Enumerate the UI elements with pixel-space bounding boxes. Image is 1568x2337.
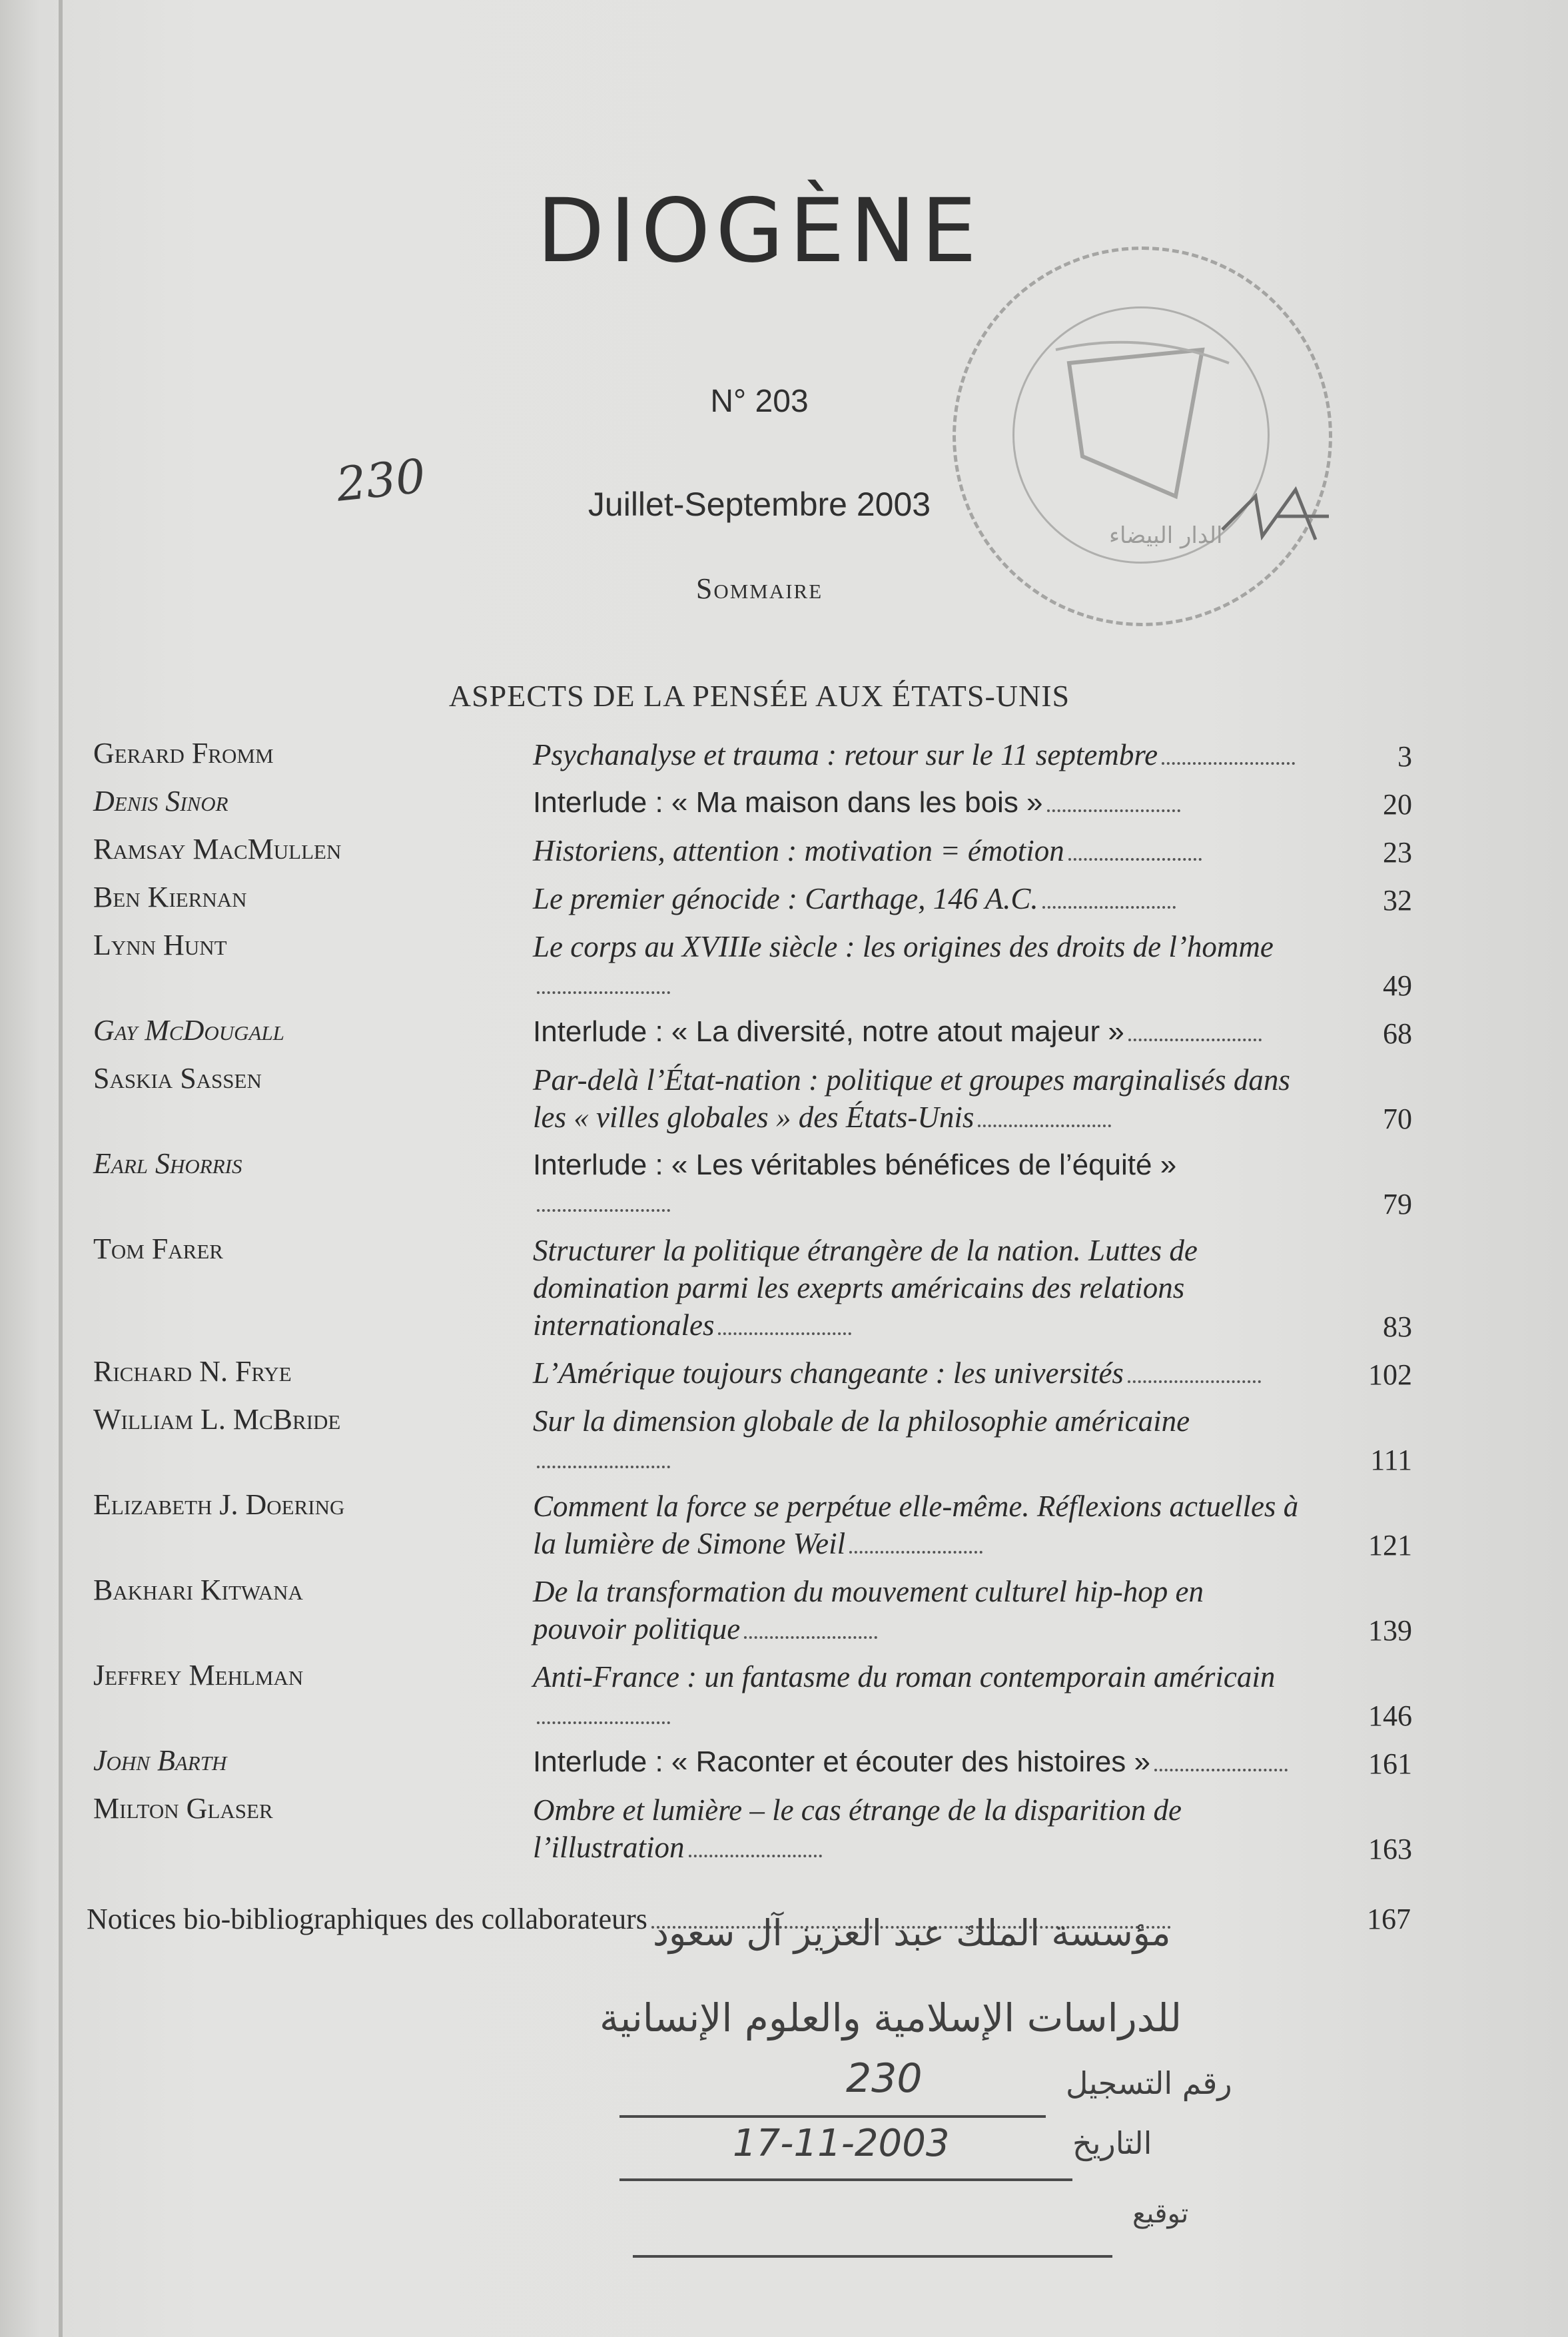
toc-article-title [533, 736, 1299, 773]
toc-page-number: 68 [1383, 1017, 1412, 1050]
issue-number: N° 203 [710, 384, 809, 419]
toc-entry [80, 832, 1412, 869]
toc-article-title [533, 1013, 1299, 1051]
date-value: 17-11-2003 [733, 2122, 950, 2165]
toc-author: Ramsay MacMullen [93, 833, 342, 865]
toc-article-text: Anti-France : un fantasme du roman contemporain américain [533, 1660, 1276, 1693]
toc-article-text: Structurer la politique étrangère de la nation. Luttes de domination parmi les exeprts américains des relations internationales [533, 1234, 1198, 1342]
dot-leader [537, 1202, 670, 1212]
toc-author: Saskia Sassen [93, 1062, 262, 1095]
toc-article-text: L’Amérique toujours changeante : les universités [533, 1356, 1124, 1390]
toc-article-text: Interlude : « Ma maison dans les bois » [533, 786, 1043, 819]
toc-article-title [533, 1743, 1299, 1781]
registration-underline [619, 2115, 1046, 2118]
toc-article-title [533, 1232, 1299, 1344]
toc-article-text: Interlude : « Les véritables bénéfices de l’équité » [533, 1149, 1177, 1181]
toc-article-title [533, 1061, 1299, 1136]
circular-stamp [953, 246, 1332, 626]
toc-entry [80, 1488, 1412, 1562]
toc-author: Lynn Hunt [93, 929, 227, 961]
toc-article-text: Le premier génocide : Carthage, 146 A.C. [533, 882, 1038, 915]
toc-article-title [533, 1147, 1299, 1221]
toc-page-number: 32 [1383, 884, 1412, 917]
toc-author: Bakhari Kitwana [93, 1574, 303, 1606]
toc-author: Elizabeth J. Doering [93, 1488, 345, 1521]
registration-label: رقم التسجيل [1066, 2065, 1232, 2101]
toc-article-text: Interlude : « La diversité, notre atout majeur » [533, 1015, 1124, 1048]
initials-scribble-icon [1216, 476, 1336, 556]
toc-page-number: 79 [1383, 1188, 1412, 1220]
toc-article-text: Par-delà l’État-nation : politique et groupes marginalisés dans les « villes globales » des États-Unis [533, 1063, 1290, 1134]
toc-entry [80, 1232, 1412, 1344]
toc-entry [80, 928, 1412, 1003]
toc-author: Gerard Fromm [93, 737, 274, 769]
toc-entry [80, 1013, 1412, 1051]
date-underline [619, 2178, 1072, 2181]
toc-article-text: Ombre et lumière – le cas étrange de la disparition de l’illustration [533, 1793, 1182, 1864]
dot-leader [689, 1848, 822, 1857]
toc-author: Tom Farer [93, 1232, 223, 1265]
toc-entry [80, 1658, 1412, 1733]
toc-page-number: 102 [1368, 1358, 1412, 1391]
toc-page-number: 83 [1383, 1310, 1412, 1343]
toc-page-number: 111 [1370, 1444, 1412, 1476]
library-stamp-line1: مؤسسة الملك عبد العزيز آل سعود [653, 1912, 1171, 1954]
library-stamp-line2: للدراسات الإسلامية والعلوم الإنسانية [599, 1995, 1182, 2041]
toc-entry [80, 1061, 1412, 1136]
dot-leader [537, 985, 670, 994]
toc-article-text: Sur la dimension globale de la philosophie américaine [533, 1404, 1190, 1438]
toc-page-number: 146 [1368, 1699, 1412, 1732]
date-label: التاريخ [1072, 2125, 1152, 2161]
dot-leader [1047, 803, 1180, 812]
toc-article-title [533, 928, 1299, 1003]
toc-page-number: 49 [1383, 969, 1412, 1002]
dot-leader [1128, 1032, 1262, 1041]
toc-entry [80, 1354, 1412, 1392]
toc-author: Richard N. Frye [93, 1355, 292, 1388]
stamp-caption: الدار البيضاء [1109, 522, 1223, 549]
toc-page-number: 20 [1383, 788, 1412, 821]
toc-author: William L. McBride [93, 1403, 341, 1436]
toc-article-title [533, 832, 1299, 869]
dot-leader [1068, 851, 1202, 861]
dot-leader [537, 1715, 670, 1724]
dot-leader [1042, 899, 1176, 909]
toc-article-title [533, 784, 1299, 821]
dot-leader [718, 1326, 851, 1335]
signature-underline [633, 2255, 1112, 2258]
toc-article-title [533, 1573, 1299, 1647]
toc-article-title [533, 1488, 1299, 1562]
toc-article-title [533, 880, 1299, 917]
toc-entry [80, 880, 1412, 917]
handwritten-number: 230 [334, 448, 428, 512]
dot-leader [744, 1630, 877, 1639]
toc-entry [80, 1743, 1412, 1781]
toc-author: Milton Glaser [93, 1792, 273, 1825]
toc-entry [80, 1791, 1412, 1866]
toc-article-text: Interlude : « Raconter et écouter des histoires » [533, 1745, 1150, 1778]
dot-leader [1128, 1374, 1261, 1383]
toc-page-number: 139 [1368, 1614, 1412, 1647]
page-binding-edge [59, 0, 63, 2337]
notices-page: 167 [1367, 1903, 1411, 1935]
toc-page-number: 121 [1368, 1529, 1412, 1562]
toc-article-title [533, 1791, 1299, 1866]
dot-leader [1162, 755, 1295, 765]
toc-author: Ben Kiernan [93, 881, 247, 913]
dot-leader [978, 1118, 1111, 1127]
toc-page-number: 70 [1383, 1103, 1412, 1135]
toc-article-text: Psychanalyse et trauma : retour sur le 11 septembre [533, 738, 1158, 771]
sommaire-heading: Sommaire [695, 572, 823, 605]
toc-article-title [533, 1658, 1299, 1733]
toc-author: Earl Shorris [93, 1147, 242, 1180]
table-of-contents [80, 736, 1412, 1877]
signature-label: توقيع [1132, 2198, 1189, 2229]
journal-title: DIOGÈNE [536, 180, 982, 282]
toc-entry [80, 736, 1412, 773]
toc-page-number: 163 [1368, 1833, 1412, 1865]
toc-page-number: 23 [1383, 836, 1412, 869]
toc-entry [80, 1147, 1412, 1221]
toc-article-title [533, 1402, 1299, 1477]
issue-date: Juillet-Septembre 2003 [588, 486, 931, 523]
registration-value: 230 [846, 2055, 923, 2102]
notices-text: Notices bio-bibliographiques des collaborateurs [87, 1903, 647, 1935]
toc-page-number: 3 [1397, 740, 1412, 773]
toc-entry [80, 1573, 1412, 1647]
toc-entry [80, 1402, 1412, 1477]
toc-author: John Barth [93, 1744, 227, 1777]
toc-author: Denis Sinor [93, 785, 228, 817]
toc-author: Gay McDougall [93, 1014, 284, 1047]
dot-leader [1154, 1762, 1288, 1771]
toc-article-text: Le corps au XVIIIe siècle : les origines des droits de l’homme [533, 930, 1274, 963]
dot-leader [849, 1544, 982, 1554]
toc-page-number: 161 [1368, 1747, 1412, 1780]
toc-article-text: Comment la force se perpétue elle-même. Réflexions actuelles à la lumière de Simone Weil [533, 1490, 1299, 1560]
toc-article-title [533, 1354, 1299, 1392]
toc-article-text: Historiens, attention : motivation = émotion [533, 834, 1064, 867]
toc-article-text: De la transformation du mouvement culturel hip-hop en pouvoir politique [533, 1575, 1204, 1645]
toc-entry [80, 784, 1412, 821]
toc-author: Jeffrey Mehlman [93, 1659, 304, 1691]
theme-title: ASPECTS DE LA PENSÉE AUX ÉTATS-UNIS [448, 679, 1070, 713]
dot-leader [537, 1459, 670, 1468]
